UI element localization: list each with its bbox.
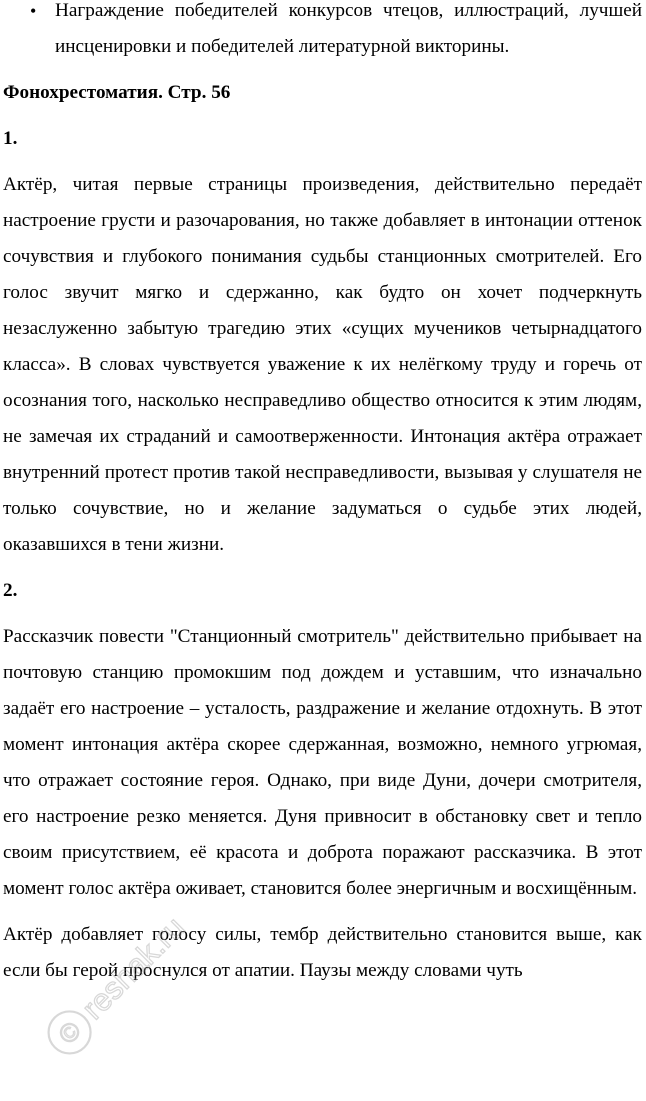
bullet-marker: • bbox=[30, 1, 37, 21]
document-content bbox=[3, 0, 642, 989]
answer-2-paragraph-2: Актёр добавляет голосу силы, тембр действительно становится выше, как если бы герой проснулся от апатии. Паузы между словами чуть bbox=[3, 924, 642, 981]
watermark-copyright-circle bbox=[40, 1003, 99, 1062]
answer-number-2: 2. bbox=[3, 580, 18, 601]
answer-1-paragraph-1: Актёр, читая первые страницы произведения, действительно передаёт настроение грусти и разочарования, но также добавляет в интонации оттенок сочувствия и глубокого понимания судьбы станционных смотрителей. Его голос звучит мягко и сдержанно, как будто он хочет подчеркнуть незаслуженно забытую трагедию этих «сущих мучеников четырнадцатого класса». В словах чувствуется уважение к их нелёгкому труду и горечь от осознания того, насколько несправедливо общество относится к этим людям, не замечая их страданий и самоотверженности. Интонация актёра отражает внутренний протест против такой несправедливости, вызывая у слушателя не только сочувствие, но и желание задуматься о судьбе этих людей, оказавшихся в тени жизни. bbox=[3, 174, 642, 555]
watermark-text: reshak.ru bbox=[75, 909, 192, 1027]
bullet-list-item bbox=[3, 0, 642, 65]
answer-2-paragraph-1: Рассказчик повести "Станционный смотритель" действительно прибывает на почтовую станцию промокшим под дождем и уставшим, что изначально задаёт его настроение – усталость, раздражение и желание отдохнуть. В этот момент интонация актёра скорее сдержанная, возможно, немного угрюмая, что отражает состояние героя. Однако, при виде Дуни, дочери смотрителя, его настроение резко меняется. Дуня привносит в обстановку свет и тепло своим присутствием, её красота и доброта поражают рассказчика. В этот момент голос актёра оживает, становится более энергичным и восхищённым. bbox=[3, 626, 642, 899]
section-heading: Фонохрестоматия. Стр. 56 bbox=[3, 82, 231, 103]
answer-number-1: 1. bbox=[3, 128, 18, 149]
watermark-copyright-symbol: © bbox=[52, 1015, 87, 1050]
bullet-text: Награждение победителей конкурсов чтецов, иллюстраций, лучшей инсценировки и победителей литературной викторины. bbox=[55, 0, 642, 57]
